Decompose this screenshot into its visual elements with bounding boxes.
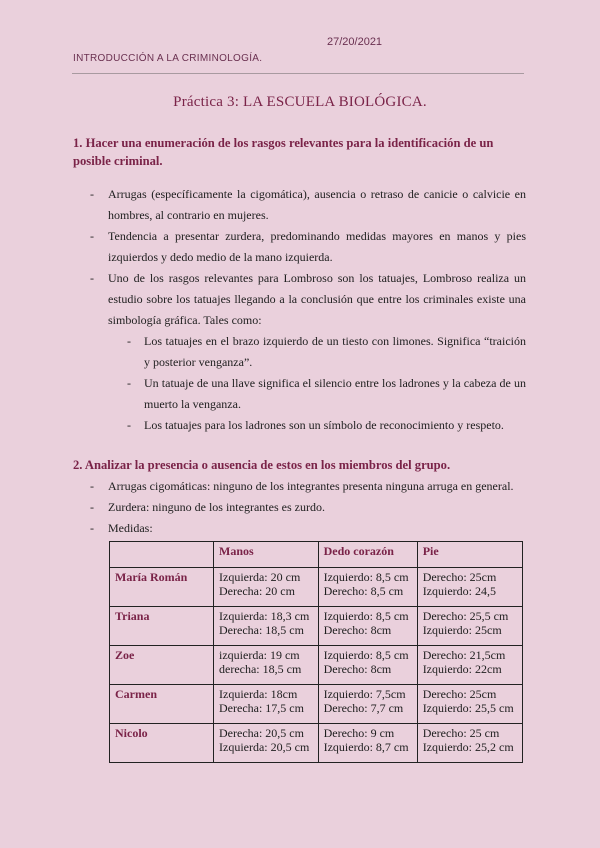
table-row: [110, 685, 523, 724]
hands-cell: izquierda: 19 cm derecha: 18,5 cm: [214, 646, 319, 685]
list-item: - Arrugas (específicamente la cigomática), ausencia o retraso de canicie o calvicie en hombres, al contrario en mujeres.: [90, 184, 526, 226]
finger-cell: Izquierdo: 7,5cm Derecho: 7,7 cm: [318, 685, 417, 724]
table-header-row: [110, 542, 523, 568]
header-course: INTRODUCCIÓN A LA CRIMINOLOGÍA.: [73, 53, 263, 64]
finger-cell: Izquierdo: 8,5 cm Derecho: 8,5 cm: [318, 568, 417, 607]
sublist-item: - Los tatuajes para los ladrones son un símbolo de reconocimiento y respeto.: [127, 415, 526, 436]
member-name: Nicolo: [110, 724, 214, 763]
foot-cell: Derecho: 25cm Izquierdo: 24,5: [417, 568, 522, 607]
member-name: María Román: [110, 568, 214, 607]
finger-cell: Izquierdo: 8,5 cm Derecho: 8cm: [318, 607, 417, 646]
hands-cell: Izquierda: 18,3 cm Derecha: 18,5 cm: [214, 607, 319, 646]
finger-cell: Derecho: 9 cm Izquierdo: 8,7 cm: [318, 724, 417, 763]
page-title: Práctica 3: LA ESCUELA BIOLÓGICA.: [173, 94, 427, 110]
list-item: - Arrugas cigomáticas: ninguno de los integrantes presenta ninguna arruga en general.: [90, 476, 526, 497]
member-name: Zoe: [110, 646, 214, 685]
table-row: [110, 646, 523, 685]
table-header-cell: Manos: [214, 542, 319, 568]
list-item: - Zurdera: ninguno de los integrantes es zurdo.: [90, 497, 526, 518]
finger-cell: Izquierdo: 8,5 cm Derecho: 8cm: [318, 646, 417, 685]
section1-list: [90, 184, 526, 436]
foot-cell: Derecho: 25 cm Izquierdo: 25,2 cm: [417, 724, 522, 763]
list-item-text: Uno de los rasgos relevantes para Lombroso son los tatuajes, Lombroso realiza un estudio sobre los tatuajes llegando a la conclusión que entre los criminales existe una simbología gráfica. Tales como:: [108, 271, 526, 327]
section2-heading: 2. Analizar la presencia o ausencia de estos en los miembros del grupo.: [73, 458, 451, 472]
table-header-cell: Dedo corazón: [318, 542, 417, 568]
measurements-table: [109, 541, 523, 763]
foot-cell: Derecho: 21,5cm Izquierdo: 22cm: [417, 646, 522, 685]
foot-cell: Derecho: 25cm Izquierdo: 25,5 cm: [417, 685, 522, 724]
hands-cell: Izquierda: 18cm Derecha: 17,5 cm: [214, 685, 319, 724]
table-header-cell: Pie: [417, 542, 522, 568]
list-item: [90, 268, 526, 436]
hands-cell: Derecha: 20,5 cm Izquierda: 20,5 cm: [214, 724, 319, 763]
list-item: - Tendencia a presentar zurdera, predominando medidas mayores en manos y pies izquierdos y dedo medio de la mano izquierda.: [90, 226, 526, 268]
member-name: Triana: [110, 607, 214, 646]
table-row: [110, 568, 523, 607]
list-item: - Medidas:: [90, 518, 526, 539]
tattoo-sublist: [127, 331, 526, 436]
section2-list: [90, 476, 526, 539]
table-row: [110, 607, 523, 646]
sublist-item: - Los tatuajes en el brazo izquierdo de un tiesto con limones. Significa “traición y posterior venganza”.: [127, 331, 526, 373]
table-header-cell: [110, 542, 214, 568]
header-date: 27/20/2021: [327, 36, 383, 48]
hands-cell: Izquierda: 20 cm Derecha: 20 cm: [214, 568, 319, 607]
sublist-item: - Un tatuaje de una llave significa el silencio entre los ladrones y la cabeza de un muerto la venganza.: [127, 373, 526, 415]
foot-cell: Derecho: 25,5 cm Izquierdo: 25cm: [417, 607, 522, 646]
member-name: Carmen: [110, 685, 214, 724]
table-row: [110, 724, 523, 763]
header-divider: [72, 73, 524, 74]
section1-heading: 1. Hacer una enumeración de los rasgos relevantes para la identificación de un posible criminal.: [73, 136, 494, 168]
